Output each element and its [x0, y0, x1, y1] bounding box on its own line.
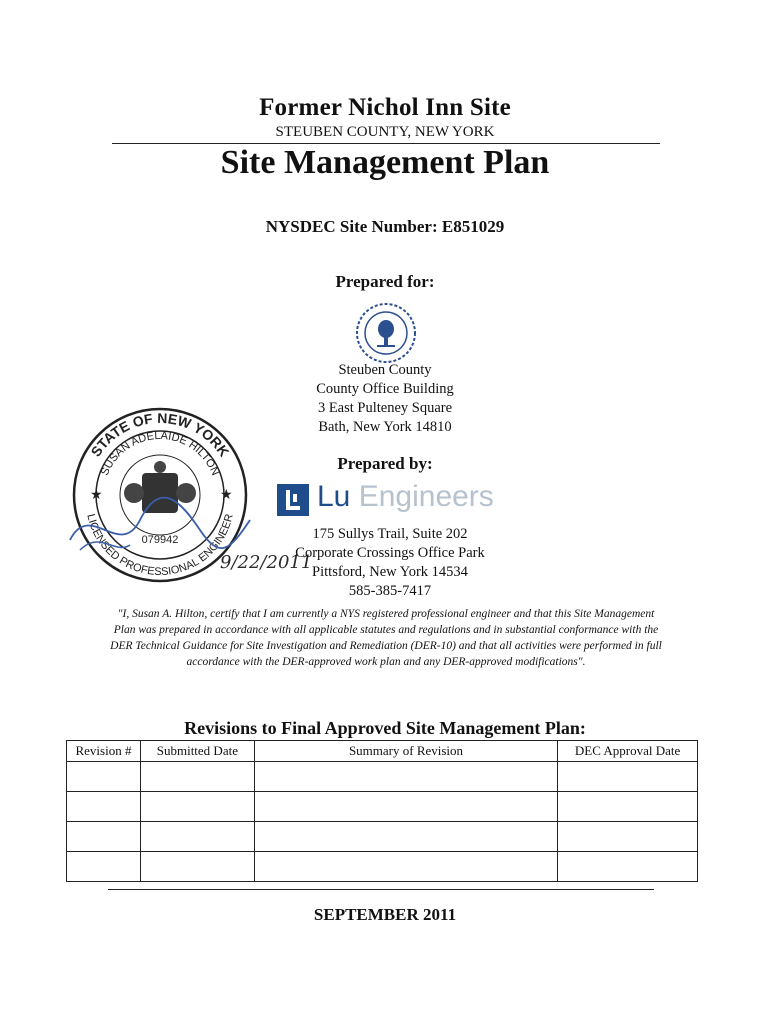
- table-cell: [140, 852, 254, 882]
- table-cell: [140, 762, 254, 792]
- prepared-by-label: Prepared by:: [337, 454, 433, 473]
- col-submitted-date: Submitted Date: [140, 741, 254, 762]
- logo-wordmark: [317, 480, 494, 514]
- prepared-for-label: Prepared for:: [335, 272, 435, 291]
- plan-title: Site Management Plan: [220, 144, 550, 181]
- firm-park: Corporate Crossings Office Park: [295, 545, 485, 561]
- client-street: 3 East Pulteney Square: [317, 400, 453, 416]
- site-number: NYSDEC Site Number: E851029: [265, 217, 505, 236]
- client-name: Steuben County: [338, 362, 432, 378]
- revisions-table: [66, 740, 698, 882]
- lu-logo-mark-icon: [277, 484, 309, 516]
- table-cell: [140, 792, 254, 822]
- col-revision-number: Revision #: [67, 741, 141, 762]
- lu-engineers-logo: [277, 480, 507, 520]
- svg-text:STATE OF NEW YORK: STATE OF NEW YORK: [87, 409, 233, 460]
- county-subtitle: STEUBEN COUNTY, NEW YORK: [275, 124, 495, 140]
- svg-text:9/22/2011: 9/22/2011: [220, 552, 313, 573]
- svg-text:079942: 079942: [141, 534, 179, 546]
- svg-text:LICENSED PROFESSIONAL ENGINEER: LICENSED PROFESSIONAL ENGINEER: [84, 512, 236, 579]
- table-cell: [254, 852, 557, 882]
- table-cell: [558, 852, 698, 882]
- table-cell: [67, 762, 141, 792]
- svg-text:★: ★: [220, 488, 233, 503]
- table-row: [67, 852, 698, 882]
- table-cell: [558, 762, 698, 792]
- table-row: [67, 792, 698, 822]
- certification-statement: "I, Susan A. Hilton, certify that I am currently a NYS registered professional engineer and that this Site Management Plan was prepared in accordance with all applicable statutes and regulations and in substantial conformance with the DER Technical Guidance for Site Investigation and Remediation (DER-10) and that all activities were performed in full accordance with the DER-approved work plan and any DER-approved modifications".: [110, 608, 662, 668]
- client-address: [250, 361, 520, 437]
- table-row: [67, 822, 698, 852]
- footer-rule: [108, 889, 654, 890]
- table-row: [67, 762, 698, 792]
- revisions-header-row: [67, 741, 698, 762]
- table-cell: [67, 822, 141, 852]
- steuben-county-seal-icon: [355, 302, 417, 364]
- table-cell: [67, 852, 141, 882]
- logo-name-engineers: Engineers: [350, 480, 494, 513]
- svg-text:SUSAN ADELAIDE HILTON: SUSAN ADELAIDE HILTON: [98, 429, 222, 478]
- table-cell: [140, 822, 254, 852]
- table-cell: [558, 792, 698, 822]
- site-title: Former Nichol Inn Site: [259, 94, 511, 121]
- table-cell: [254, 762, 557, 792]
- col-dec-approval-date: DEC Approval Date: [558, 741, 698, 762]
- svg-text:★: ★: [90, 488, 103, 503]
- firm-phone: 585-385-7417: [348, 583, 432, 599]
- table-cell: [558, 822, 698, 852]
- firm-street: 175 Sullys Trail, Suite 202: [312, 526, 468, 542]
- client-building: County Office Building: [316, 381, 454, 397]
- table-cell: [67, 792, 141, 822]
- client-city: Bath, New York 14810: [318, 419, 452, 435]
- revisions-title: Revisions to Final Approved Site Management Plan:: [184, 718, 586, 738]
- col-summary-of-revision: Summary of Revision: [254, 741, 557, 762]
- firm-city: Pittsford, New York 14534: [312, 564, 468, 580]
- logo-name-lu: Lu: [317, 480, 351, 513]
- document-date: SEPTEMBER 2011: [313, 905, 457, 924]
- firm-address: [270, 525, 510, 601]
- table-cell: [254, 792, 557, 822]
- table-cell: [254, 822, 557, 852]
